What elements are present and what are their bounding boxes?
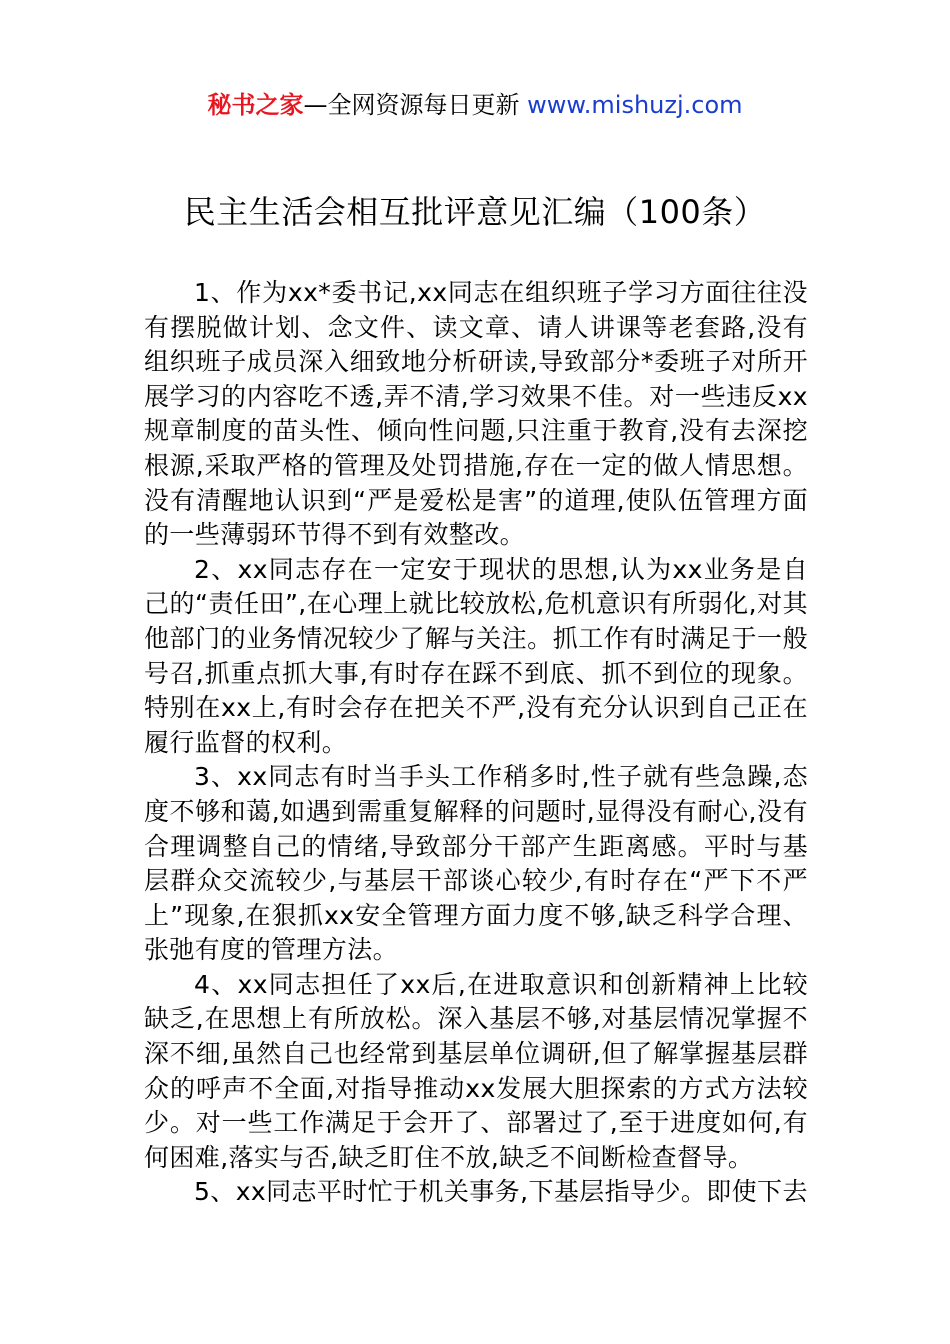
banner-slogan: —全网资源每日更新 (303, 91, 528, 119)
brand-name: 秘书之家 (207, 91, 304, 119)
paragraph-1: 1、作为xx*委书记,xx同志在组织班子学习方面往往没有摆脱做计划、念文件、读文章、请人讲课等老套路,没有组织班子成员深入细致地分析研读,导致部分*委班子对所开展学习的内容吃不透,弄不清,学习效果不佳。对一些违反xx规章制度的苗头性、倾向性问题,只注重于教育,没有去深挖根源,采取严格的管理及处罚措施,存在一定的做人情思想。没有清醒地认识到“严是爱松是害”的道理,使队伍管理方面的一些薄弱环节得不到有效整改。 (144, 278, 808, 550)
paragraph-5: 5、xx同志平时忙于机关事务,下基层指导少。即使下去 (194, 1177, 808, 1207)
paragraph-3: 3、xx同志有时当手头工作稍多时,性子就有些急躁,态度不够和蔼,如遇到需重复解释的问题时,显得没有耐心,没有合理调整自己的情绪,导致部分干部产生距离感。平时与基层群众交流较少,与基层干部谈心较少,有时存在“严下不严上”现象,在狠抓xx安全管理方面力度不够,缺乏科学合理、张弛有度的管理方法。 (144, 762, 808, 965)
paragraph-4: 4、xx同志担任了xx后,在进取意识和创新精神上比较缺乏,在思想上有所放松。深入基层不够,对基层情况掌握不深不细,虽然自己也经常到基层单位调研,但了解掌握基层群众的呼声不全面,对指导推动xx发展大胆探索的方式方法较少。对一些工作满足于会开了、部署过了,至于进度如何,有何困难,落实与否,缺乏盯住不放,缺乏不间断检查督导。 (144, 969, 808, 1172)
site-banner (0, 88, 950, 122)
document-title: 民主生活会相互批评意见汇编（100条） (183, 193, 767, 231)
banner-url-link[interactable]: www.mishuzj.com (527, 91, 743, 119)
document-body (144, 276, 808, 1210)
paragraph-2: 2、xx同志存在一定安于现状的思想,认为xx业务是自己的“责任田”,在心理上就比较放松,危机意识有所弱化,对其他部门的业务情况较少了解与关注。抓工作有时满足于一般号召,抓重点抓大事,有时存在踩不到底、抓不到位的现象。特别在xx上,有时会存在把关不严,没有充分认识到自己正在履行监督的权利。 (144, 554, 808, 757)
